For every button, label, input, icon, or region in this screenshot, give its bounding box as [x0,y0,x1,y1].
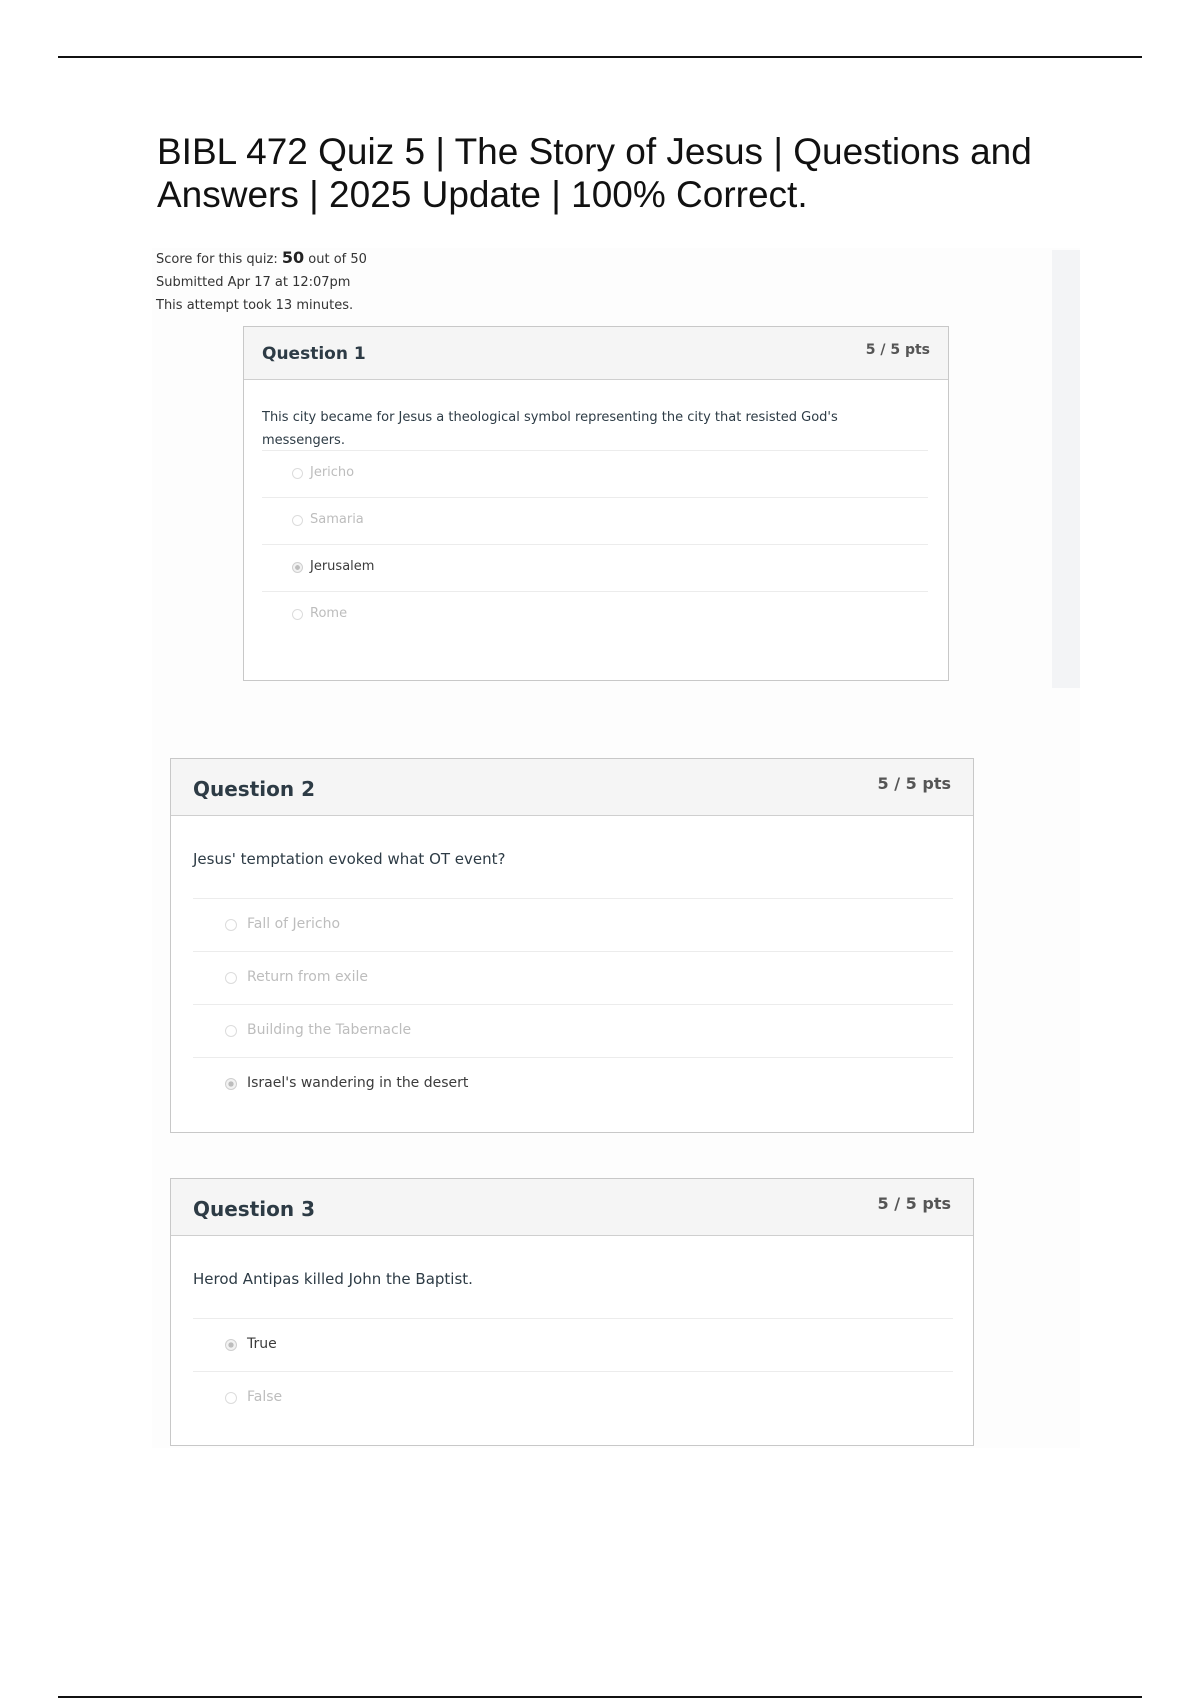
answer-label: Building the Tabernacle [247,1022,412,1038]
document-title: BIBL 472 Quiz 5 | The Story of Jesus | Questions and Answers | 2025 Update | 100% Correct. [157,131,1032,215]
answer-option[interactable] [262,544,928,591]
radio-button-icon[interactable] [292,609,303,620]
radio-button-icon[interactable] [225,1078,237,1090]
answer-label: Jerusalem [310,559,375,574]
radio-button-icon[interactable] [292,515,303,526]
attempt-duration: This attempt took 13 minutes. [156,298,354,313]
question-text: This city became for Jesus a theological symbol representing the city that resisted God's messengers. [262,410,838,448]
radio-button-icon[interactable] [292,562,303,573]
answer-option[interactable] [193,1057,953,1110]
radio-button-icon[interactable] [225,1025,237,1037]
question-header [171,1179,973,1236]
question-text: Herod Antipas killed John the Baptist. [193,1270,473,1288]
radio-button-icon[interactable] [225,1392,237,1404]
answer-option[interactable] [193,1004,953,1057]
radio-button-icon[interactable] [225,972,237,984]
question-text: Jesus' temptation evoked what OT event? [193,850,506,868]
radio-button-icon[interactable] [225,1339,237,1351]
answer-option[interactable] [193,1371,953,1424]
answer-option[interactable] [262,497,928,544]
screenshot-scrollbar-strip [1052,250,1080,688]
radio-button-icon[interactable] [225,919,237,931]
question-points: 5 / 5 pts [865,342,930,358]
question-card-3 [170,1178,974,1446]
answer-label: Return from exile [247,969,368,985]
answer-label: False [247,1389,283,1405]
question-title: Question 3 [193,1197,315,1221]
answer-label: Israel's wandering in the desert [247,1075,469,1091]
answer-option[interactable] [262,450,928,497]
answer-label: Samaria [310,512,364,527]
question-header [171,759,973,816]
radio-button-icon[interactable] [292,468,303,479]
answer-label: Fall of Jericho [247,916,341,932]
answer-option[interactable] [193,951,953,1004]
answer-option[interactable] [262,591,928,638]
answer-label: True [247,1336,277,1352]
question-title: Question 2 [193,777,315,801]
submitted-time: Submitted Apr 17 at 12:07pm [156,275,351,290]
bottom-rule [58,1696,1142,1698]
quiz-score-line [156,246,367,271]
quiz-meta [156,246,367,317]
score-value: 50 [281,248,305,267]
answer-option[interactable] [193,1318,953,1371]
answer-label: Jericho [310,465,355,480]
question-points: 5 / 5 pts [877,774,951,793]
top-rule [58,56,1142,58]
answer-option[interactable] [193,898,953,951]
question-card-2 [170,758,974,1133]
question-header [244,327,948,380]
score-prefix: Score for this quiz: [156,252,278,267]
score-suffix: out of 50 [308,252,367,267]
question-points: 5 / 5 pts [877,1194,951,1213]
answer-label: Rome [310,606,348,621]
question-card-1 [243,326,949,681]
question-title: Question 1 [262,344,366,364]
